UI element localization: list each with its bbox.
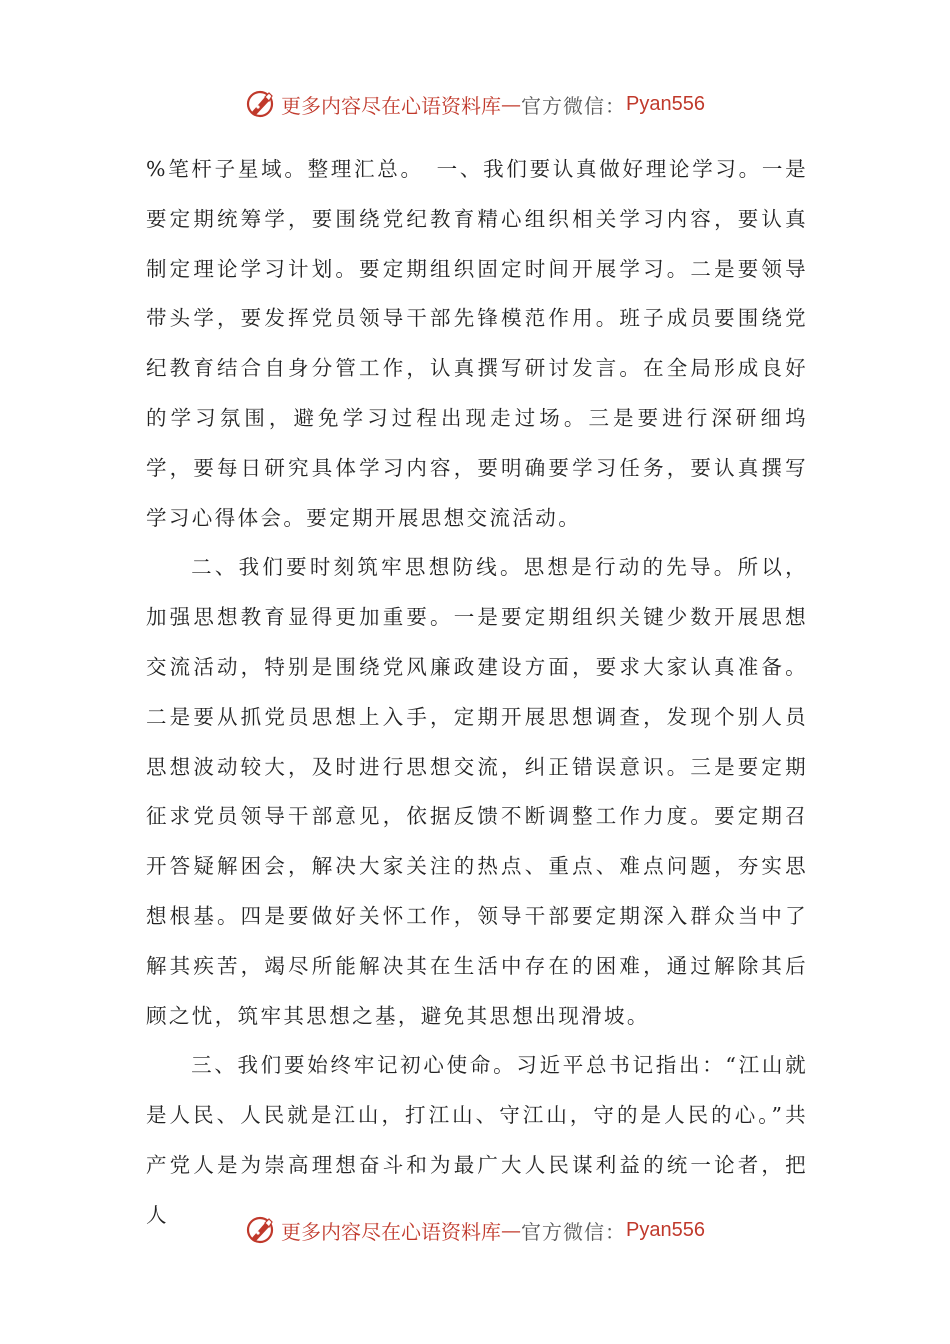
banner-main-text: 更多内容尽在心语资料库 — [281, 1219, 502, 1244]
header-banner — [0, 84, 950, 124]
banner-dash: — — [501, 1218, 522, 1242]
banner-dash: — — [501, 92, 522, 116]
paragraph-1: %笔杆子星域。整理汇总。 一、我们要认真做好理论学习。一是要定期统筹学，要围绕党纪教育精心组织相关学习内容，要认真制定理论学习计划。要定期组织固定时间开展学习。二是要领导带头学，要发挥党员领导干部先锋模范作用。班子成员要围绕党纪教育结合自身分管工作，认真撰写研讨发言。在全局形成良好的学习氛围，避免学习过程出现走过场。三是要进行深研细坞学，要每日研究具体学习内容，要明确要学习任务，要认真撰写学习心得体会。要定期开展思想交流活动。 — [146, 157, 808, 530]
banner-main-text: 更多内容尽在心语资料库 — [281, 93, 502, 118]
banner-wechat-id: Pyan556 — [626, 1218, 705, 1241]
banner-wechat-id: Pyan556 — [626, 92, 705, 115]
document-body — [146, 145, 808, 1241]
banner-wechat-label: 官方微信： — [521, 93, 627, 118]
pen-nib-seal-icon — [245, 1215, 275, 1245]
paragraph-2: 二、我们要时刻筑牢思想防线。思想是行动的先导。所以，加强思想教育显得更加重要。一是要定期组织关键少数开展思想交流活动，特别是围绕党风廉政建设方面，要求大家认真准备。二是要从抓党员思想上入手，定期开展思想调查，发现个别人员思想波动较大，及时进行思想交流，纠正错误意识。三是要定期征求党员领导干部意见，依据反馈不断调整工作力度。要定期召开答疑解困会，解决大家关注的热点、重点、难点问题，夯实思想根基。四是要做好关怀工作，领导干部要定期深入群众当中了解其疾苦，竭尽所能解决其在生活中存在的困难，通过解除其后顾之忧，筑牢其思想之基，避免其思想出现滑坡。 — [146, 555, 808, 1028]
pen-nib-seal-icon — [245, 89, 275, 119]
footer-banner — [0, 1210, 950, 1250]
paragraph-3: 三、我们要始终牢记初心使命。习近平总书记指出：“江山就是人民、人民就是江山，打江山、守江山，守的是人民的心。”共产党人是为崇高理想奋斗和为最广大人民谋利益的统一论者，把人 — [146, 1053, 808, 1227]
banner-wechat-label: 官方微信： — [521, 1219, 627, 1244]
